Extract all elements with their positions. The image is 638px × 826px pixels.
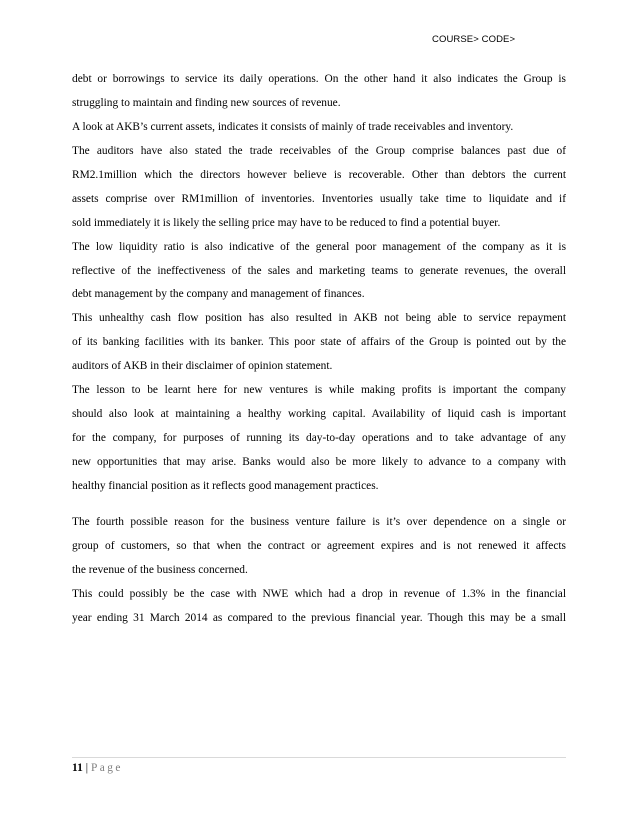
text-line: auditors of AKB in their disclaimer of opinion statement. (72, 360, 333, 373)
footer-divider (72, 757, 566, 758)
paragraph-gap (72, 499, 566, 511)
page-label: Page (91, 762, 123, 774)
text-line: the revenue of the business concerned. (72, 563, 248, 576)
text-line: This unhealthy cash flow position has also resulted in AKB not being able to service repayment (72, 312, 566, 325)
text-line: group of customers, so that when the contract or agreement expires and is not renewed it affects (72, 539, 566, 552)
body-text (72, 68, 566, 631)
text-line: of its banking facilities with its banker. This poor state of affairs of the Group is pointed out by the (72, 336, 566, 349)
text-line: The auditors have also stated the trade receivables of the Group comprise balances past due of (72, 144, 566, 157)
text-line: new opportunities that may arise. Banks would also be more likely to advance to a company with (72, 456, 566, 468)
text-line: should also look at maintaining a healthy working capital. Availability of liquid cash is important (72, 408, 566, 421)
text-line: year ending 31 March 2014 as compared to the previous financial year. Though this may be a small (72, 611, 566, 624)
text-line: healthy financial position as it reflects good management practices. (72, 479, 379, 492)
footer-separator: | (85, 762, 89, 774)
page-footer (72, 762, 123, 774)
running-header: COURSE> CODE> (432, 34, 516, 45)
text-line: sold immediately it is likely the selling price may have to be reduced to find a potential buyer. (72, 216, 501, 229)
text-line: RM2.1million which the directors however believe is recoverable. Other than debtors the current (72, 168, 566, 181)
text-line: assets comprise over RM1million of inventories. Inventories usually take time to liquidate and if (72, 192, 566, 205)
text-line: debt or borrowings to service its daily operations. On the other hand it also indicates the Group is (72, 73, 566, 85)
text-line: for the company, for purposes of running its day-to-day operations and to take advantage of any (72, 432, 566, 445)
text-line: This could possibly be the case with NWE which had a drop in revenue of 1.3% in the financial (72, 587, 566, 600)
text-line: The low liquidity ratio is also indicative of the general poor management of the company as it is (72, 240, 566, 253)
text-line: The fourth possible reason for the business venture failure is it’s over dependence on a single or (72, 515, 566, 528)
text-line: A look at AKB’s current assets, indicates it consists of mainly of trade receivables and inventory. (72, 120, 514, 133)
text-line: reflective of the ineffectiveness of the sales and marketing teams to generate revenues, the overall (72, 264, 566, 277)
text-line: The lesson to be learnt here for new ventures is while making profits is important the company (72, 384, 566, 397)
page-number: 11 (72, 762, 83, 774)
text-line: struggling to maintain and finding new sources of revenue. (72, 96, 341, 109)
text-line: debt management by the company and management of finances. (72, 288, 365, 301)
